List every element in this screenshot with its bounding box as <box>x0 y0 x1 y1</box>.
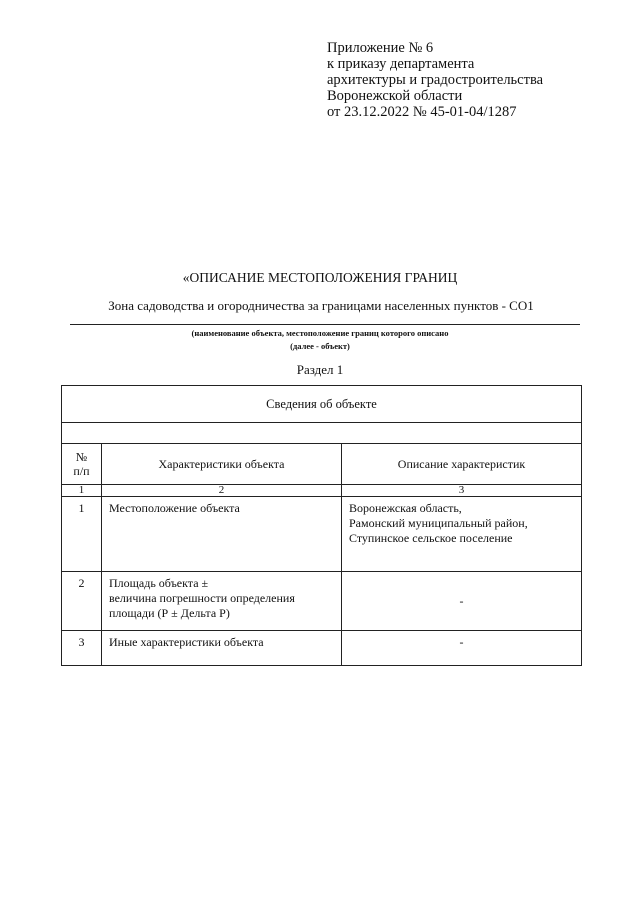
row-description: - <box>342 631 582 666</box>
column-header-num: № п/п <box>62 444 102 485</box>
row-characteristic: Площадь объекта ± величина погрешности определения площади (Р ± Дельта Р) <box>102 572 342 631</box>
appendix-line: от 23.12.2022 № 45-01-04/1287 <box>327 104 517 120</box>
column-number-row <box>62 485 582 497</box>
row-characteristic: Местоположение объекта <box>102 497 342 572</box>
appendix-line: Приложение № 6 <box>327 40 434 56</box>
document-title: «ОПИСАНИЕ МЕСТОПОЛОЖЕНИЯ ГРАНИЦ <box>182 270 458 285</box>
row-number: 3 <box>62 631 102 666</box>
object-name: Зона садоводства и огородничества за границами населенных пунктов - СО1 <box>108 298 534 313</box>
underline-divider <box>70 324 580 325</box>
column-header-description: Описание характеристик <box>342 444 582 485</box>
object-name-note: (наименование объекта, местоположение границ которого описано <box>191 328 449 338</box>
row-number: 1 <box>62 497 102 572</box>
table-header: Сведения об объекте <box>62 386 582 423</box>
column-number: 3 <box>342 485 582 497</box>
column-number: 2 <box>102 485 342 497</box>
table-row <box>62 572 582 631</box>
row-description: Воронежская область, Рамонский муниципальный район, Ступинское сельское поселение <box>342 497 582 572</box>
table-row <box>62 631 582 666</box>
table-row <box>62 497 582 572</box>
row-characteristic: Иные характеристики объекта <box>102 631 342 666</box>
object-name-note-2: (далее - объект) <box>290 341 350 351</box>
row-description: - <box>342 572 582 631</box>
appendix-line: архитектуры и градостроительства <box>327 72 544 88</box>
row-number: 2 <box>62 572 102 631</box>
appendix-block <box>327 40 543 120</box>
object-info-table <box>61 385 582 666</box>
appendix-line: к приказу департамента <box>327 56 475 72</box>
column-header-characteristics: Характеристики объекта <box>102 444 342 485</box>
table-blank-row <box>62 423 582 444</box>
table-column-headers <box>62 444 582 485</box>
section-title: Раздел 1 <box>296 362 344 377</box>
column-number: 1 <box>62 485 102 497</box>
appendix-line: Воронежской области <box>327 88 463 104</box>
